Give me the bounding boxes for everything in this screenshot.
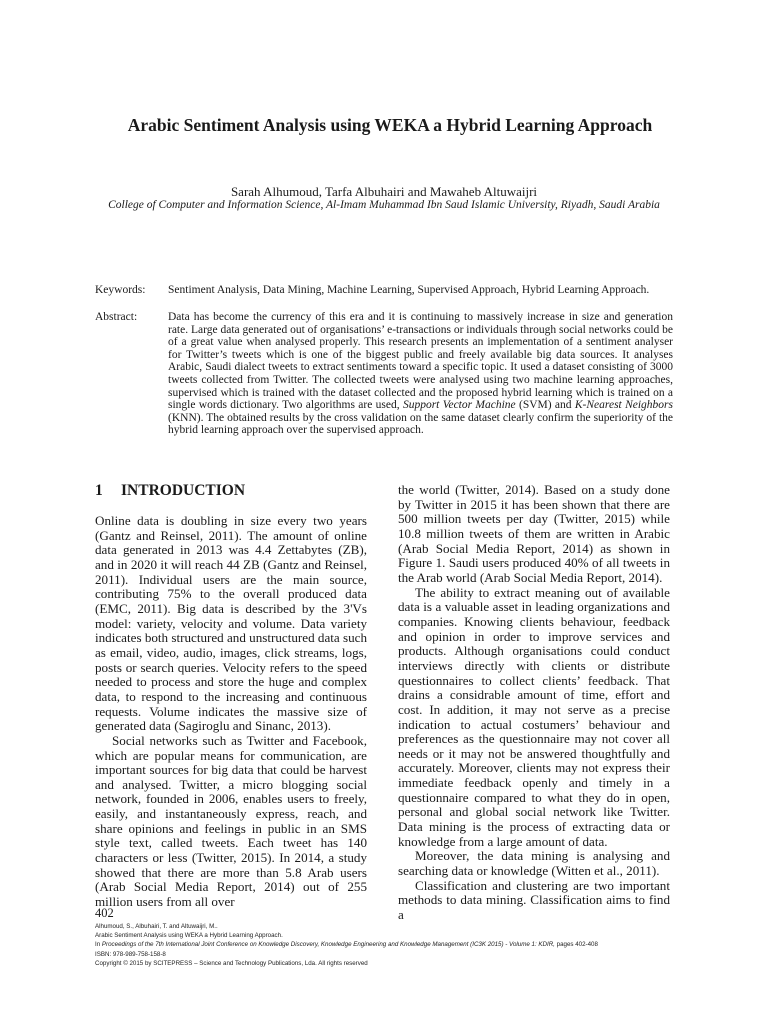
page-number: 402 [95,906,114,920]
affiliation: College of Computer and Information Science, Al-Imam Muhammad Ibn Saud Islamic University, Riyadh, Saudi Arabia [108,199,660,211]
keywords-label: Keywords: [95,284,146,296]
paragraph: Classification and clustering are two important methods to data mining. Classification aims to find a [398,877,670,923]
authors: Sarah Alhumoud, Tarfa Albuhairi and Mawaheb Altuwaijri [230,184,538,199]
section-title: INTRODUCTION [121,482,246,499]
keywords-text: Sentiment Analysis, Data Mining, Machine Learning, Supervised Approach, Hybrid Learning Approach. [168,284,650,296]
citation-proceedings: In Proceedings of the 7th International Joint Conference on Knowledge Discovery, Knowledge Engineering and Knowledge Management (IC3K 2015) - Volume 1: KDIR, pages 402-408 [95,941,598,949]
left-column [95,514,367,910]
paper-title: Arabic Sentiment Analysis using WEKA a Hybrid Learning Approach [127,115,653,135]
section-heading [95,482,245,500]
paragraph: Online data is doubling in size every two years (Gantz and Reinsel, 2011). The amount of online data generated in 2013 was 4.4 Zettabytes (ZB), and in 2020 it will reach 44 ZB (Gantz and Reinsel, 2011). Individual users are the main source, contributing 75% to the overall produced data (EMC, 2011). Big data is described by the 3'Vs model: variety, velocity and volume. Data variety indicates both structured and unstructured data such as email, video, audio, images, click streams, logs, posts or search queries. Velocity refers to the speed needed to process and store the huge and complex data, to respond to the increasing and continuous requests. Volume indicates the massive size of generated data (Sagiroglu and Sinanc, 2013). [95,513,367,734]
citation-title: Arabic Sentiment Analysis using WEKA a Hybrid Learning Approach. [95,932,283,940]
paragraph: Social networks such as Twitter and Facebook, which are popular means for communication, are important sources for big data that could be harvest and analysed. Twitter, a micro blogging social network, founded in 2006, enables users to freely, easily, and instantaneously express, reach, and share opinions and feelings in public in an SMS style text, called tweets. Each tweet has 140 characters or less (Twitter, 2015). In 2014, a study showed that there are more than 5.8 Arab users (Arab Social Media Report, 2014) out of 255 million users from all over [95,732,367,910]
paragraph: the world (Twitter, 2014). Based on a study done by Twitter in 2015 it has been shown that there are 500 million tweets per day (Twitter, 2015) while 10.8 million tweets of them are written in Arabic (Arab Social Media Report, 2014) as shown in Figure 1. Saudi users produced 40% of all tweets in the Arab world (Arab Social Media Report, 2014). [398,482,670,585]
right-column [398,483,670,923]
citation-footer [95,922,598,968]
section-number: 1 [95,482,103,499]
citation-authors: Alhumoud, S., Albuhairi, T. and Altuwaijri, M.. [95,923,218,930]
copyright: Copyright © 2015 by SCITEPRESS – Science and Technology Publications, Lda. All rights reserved [95,959,368,967]
abstract-label: Abstract: [95,311,138,323]
paragraph: Moreover, the data mining is analysing and searching data or knowledge (Witten et al., 2011). [398,848,670,879]
paragraph: The ability to extract meaning out of available data is a valuable asset in leading organizations and companies. Knowing clients behaviour, feedback and opinion in order to improve services and products. Although organisations could conduct interviews directly with clients or distribute questionnaires to collect clients’ feedback. That drains a considrable amount of time, effort and cost. In addition, it may not serve as a precise indication to actual costumers’ behaviour and preferences as the questionnaire may not cover all needs or it may not be answered thoughtfully and accurately. Moreover, clients may not express their immediate feedback openly and timely in a questionnaire compared to what they do in open, personal and global social network like Twitter. Data mining is the process of extracting data or knowledge from a large amount of data. [398,584,670,849]
abstract-text: Data has become the currency of this era and it is continuing to massively increase in size and generation rate. Large data generated out of organisations’ e-transactions or individuals through social networks could be of a great value when analysed properly. This research presents an implementation of a sentiment analyser for Twitter’s tweets which is one of the biggest public and freely available big data sources. It analyses Arabic, Saudi dialect tweets to extract sentiments toward a specific topic. It used a dataset consisting of 3000 tweets collected from Twitter. The collected tweets were analysed using two machine learning approaches, supervised which is trained with the dataset collected and the proposed hybrid learning which is trained on a single words dictionary. Two algorithms are used, Support Vector Machine (SVM) and K-Nearest Neighbors (KNN). The obtained results by the cross validation on the same dataset clearly confirm the superiority of the hybrid learning approach over the supervised approach. [168,311,673,437]
citation-isbn: ISBN: 978-989-758-158-8 [95,950,166,958]
